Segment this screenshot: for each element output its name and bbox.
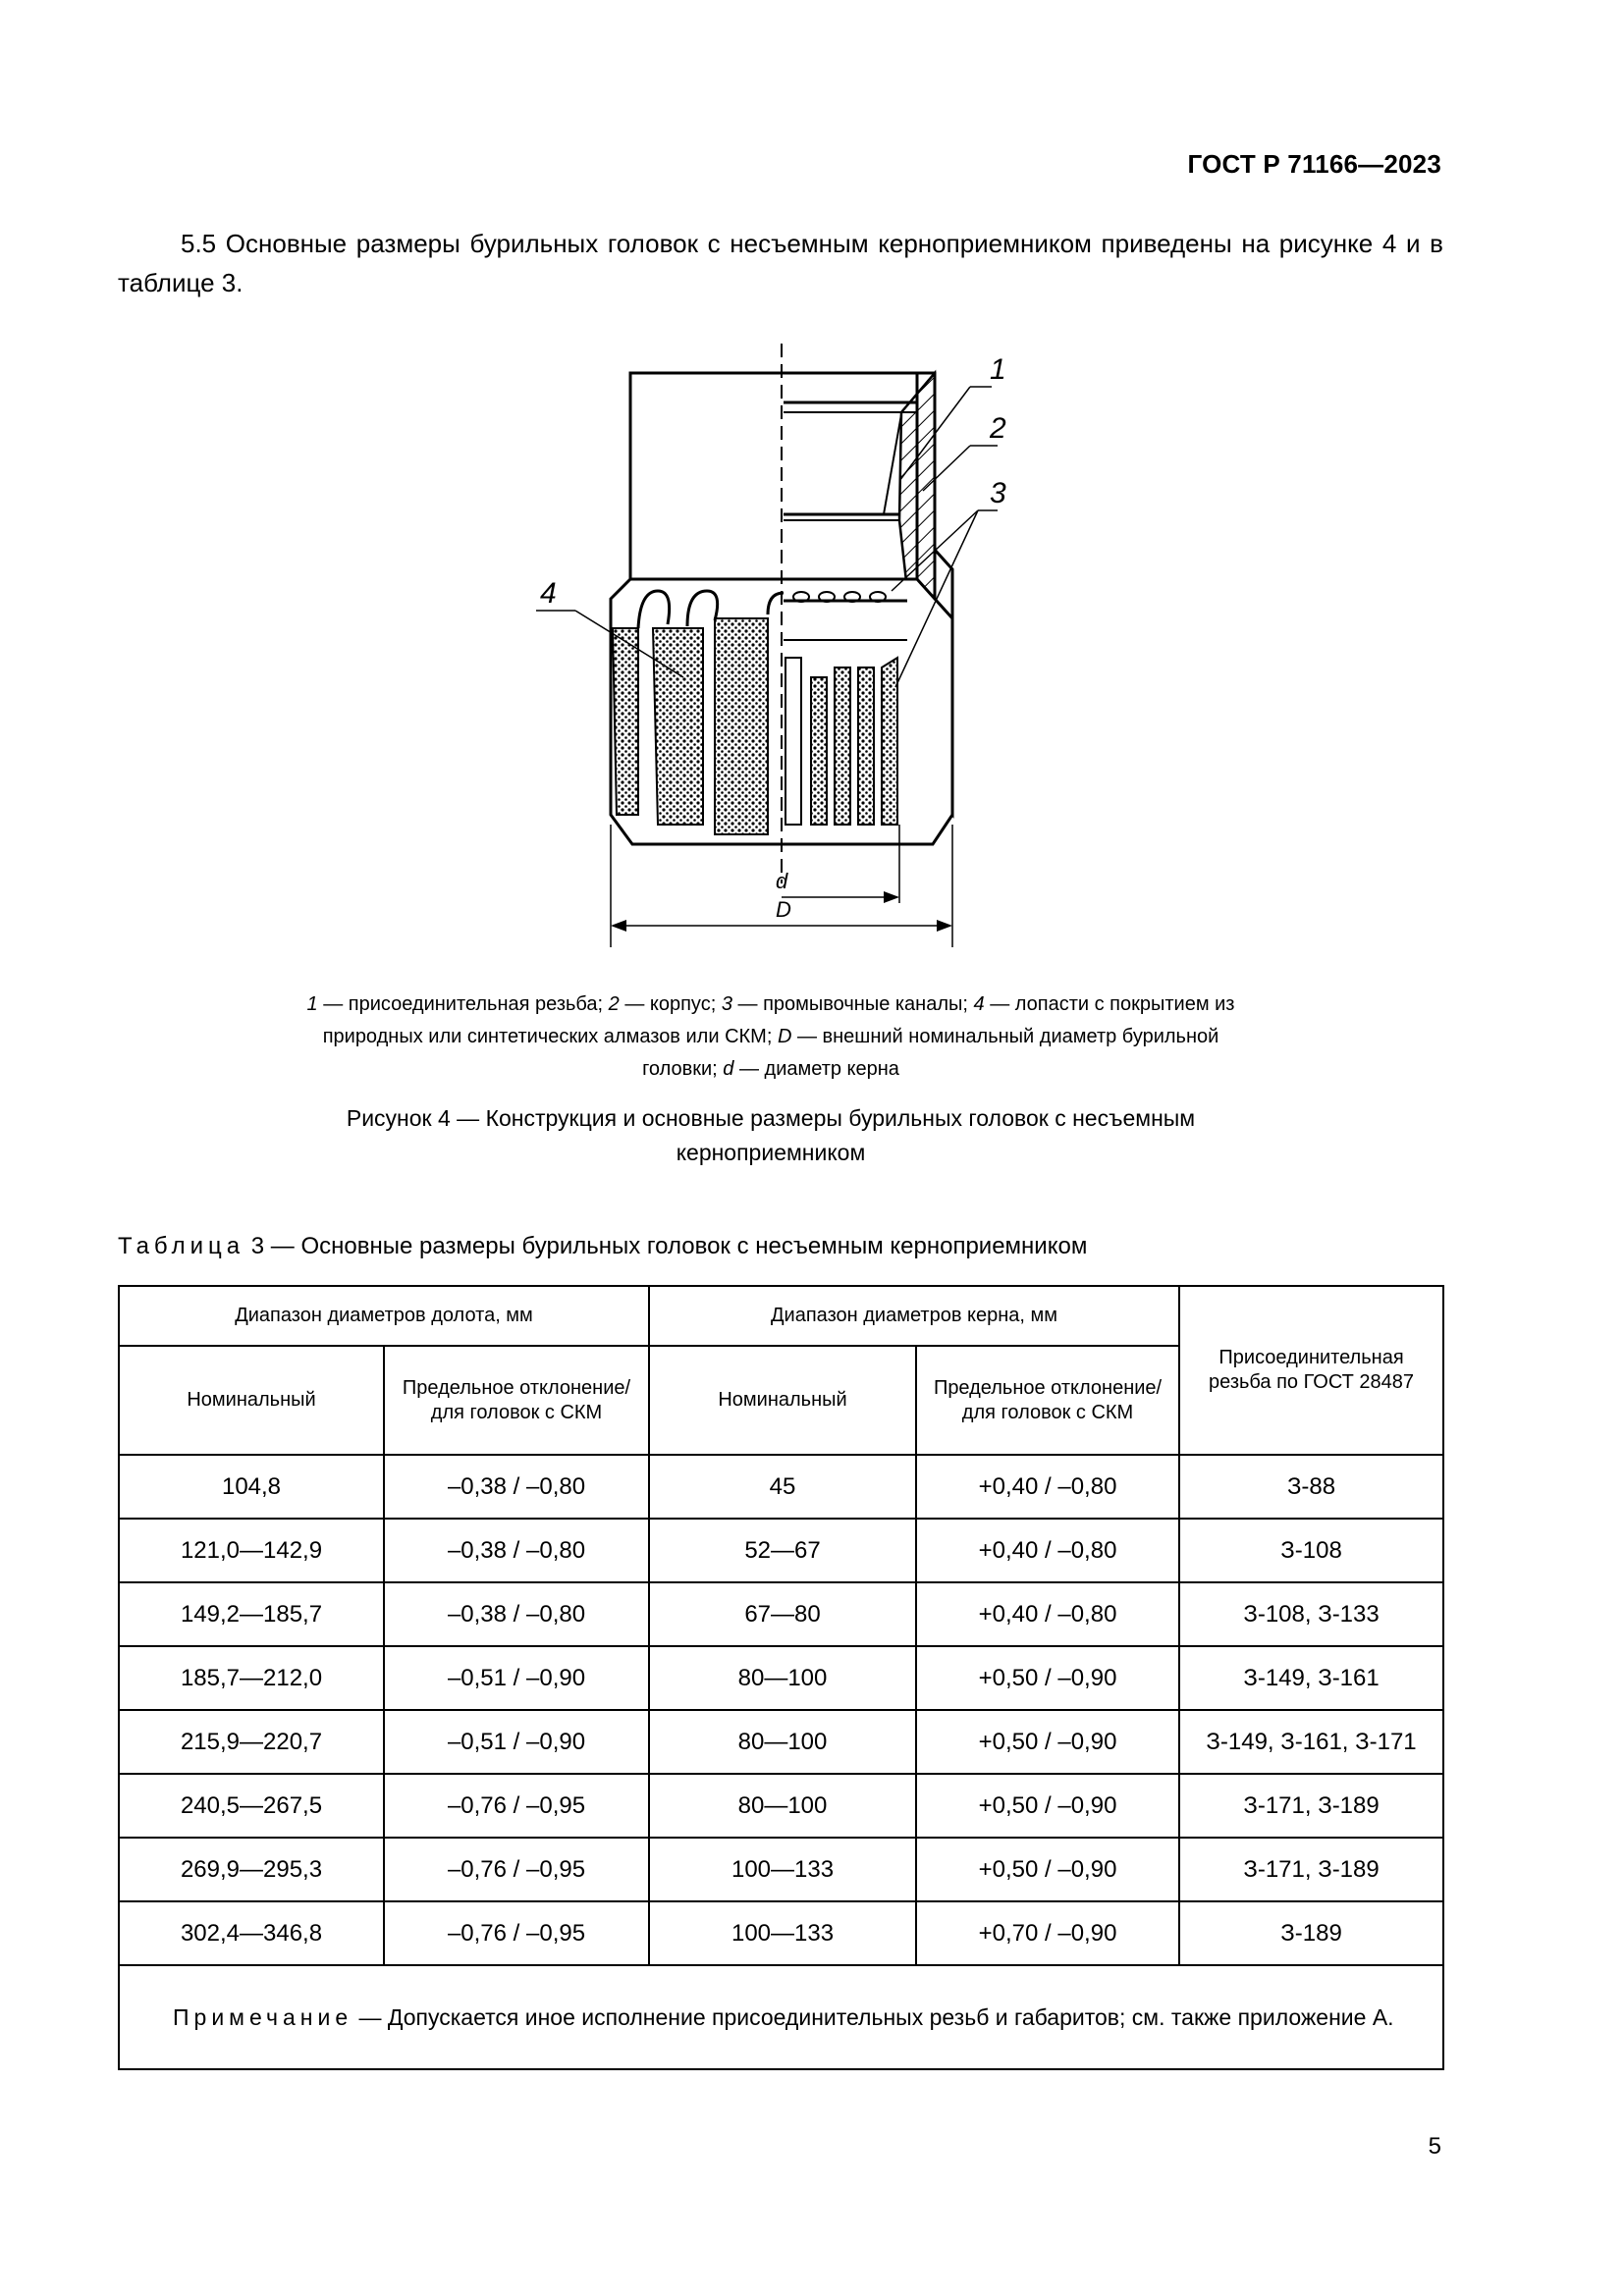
table-row (119, 1646, 1443, 1710)
cell-core-deviation: +0,70 / –0,90 (916, 1901, 1179, 1965)
cell-thread: З-149, З-161, З-171 (1179, 1710, 1443, 1774)
cell-bit-deviation: –0,38 / –0,80 (384, 1582, 649, 1646)
cell-core-nominal: 67—80 (649, 1582, 916, 1646)
legend-text-1: — присоединительная резьба; (317, 993, 609, 1015)
cell-thread: З-108, З-133 (1179, 1582, 1443, 1646)
note-text: — Допускается иное исполнение присоединительных резьб и габаритов; см. также приложение А. (352, 2003, 1394, 2030)
dim-d-label: d (776, 869, 788, 893)
table-row (119, 1710, 1443, 1774)
cell-core-deviation: +0,40 / –0,80 (916, 1455, 1179, 1519)
cell-bit-nominal: 302,4—346,8 (119, 1901, 384, 1965)
cell-core-nominal: 100—133 (649, 1901, 916, 1965)
cell-core-deviation: +0,50 / –0,90 (916, 1838, 1179, 1901)
page-number: 5 (1428, 2133, 1441, 2160)
cell-core-deviation: +0,40 / –0,80 (916, 1519, 1179, 1582)
cell-core-nominal: 45 (649, 1455, 916, 1519)
header-core-range: Диапазон диаметров керна, мм (649, 1286, 1179, 1346)
cell-bit-nominal: 104,8 (119, 1455, 384, 1519)
cell-bit-nominal: 121,0—142,9 (119, 1519, 384, 1582)
cell-bit-deviation: –0,38 / –0,80 (384, 1519, 649, 1582)
header-thread: Присоединительная резьба по ГОСТ 28487 (1179, 1286, 1443, 1455)
header-bit-range: Диапазон диаметров долота, мм (119, 1286, 649, 1346)
cell-bit-deviation: –0,51 / –0,90 (384, 1646, 649, 1710)
cell-core-nominal: 100—133 (649, 1838, 916, 1901)
cell-core-deviation: +0,50 / –0,90 (916, 1646, 1179, 1710)
header-bit-deviation: Предельное отклонение/для головок с СКМ (384, 1346, 649, 1455)
cell-core-nominal: 52—67 (649, 1519, 916, 1582)
cell-bit-deviation: –0,76 / –0,95 (384, 1901, 649, 1965)
intro-paragraph: 5.5 Основные размеры бурильных головок с несъемным керноприемником приведены на рисунке 4 и в таблице 3. (118, 229, 1443, 297)
cell-core-deviation: +0,50 / –0,90 (916, 1774, 1179, 1838)
cell-thread: З-108 (1179, 1519, 1443, 1582)
cell-bit-nominal: 215,9—220,7 (119, 1710, 384, 1774)
cell-bit-deviation: –0,76 / –0,95 (384, 1774, 649, 1838)
legend-sym-D: D (777, 1026, 792, 1047)
cell-core-nominal: 80—100 (649, 1646, 916, 1710)
callout-1: 1 (990, 353, 1006, 386)
header-core-nominal: Номинальный (649, 1346, 916, 1455)
cell-bit-nominal: 149,2—185,7 (119, 1582, 384, 1646)
callout-4: 4 (540, 577, 557, 610)
header-core-deviation: Предельное отклонение/для головок с СКМ (916, 1346, 1179, 1455)
legend-num-3: 3 (721, 993, 732, 1015)
cell-thread: З-88 (1179, 1455, 1443, 1519)
cell-core-deviation: +0,50 / –0,90 (916, 1710, 1179, 1774)
cell-bit-nominal: 269,9—295,3 (119, 1838, 384, 1901)
figure-4-drawing (511, 334, 1100, 962)
cell-core-nominal: 80—100 (649, 1710, 916, 1774)
legend-text-4: — лопасти с покрытием из природных или синтетических алмазов или СКМ; (322, 993, 1235, 1047)
cell-bit-deviation: –0,76 / –0,95 (384, 1838, 649, 1901)
callout-2: 2 (990, 412, 1006, 445)
table-title-prefix: Таблица (118, 1233, 245, 1259)
dimensions-table (118, 1285, 1444, 2070)
cell-bit-nominal: 185,7—212,0 (119, 1646, 384, 1710)
table-title (118, 1233, 1492, 1260)
header-bit-nominal: Номинальный (119, 1346, 384, 1455)
cell-core-nominal: 80—100 (649, 1774, 916, 1838)
legend-text-3: — промывочные каналы; (731, 993, 974, 1015)
callout-3: 3 (990, 477, 1006, 509)
table-row (119, 1455, 1443, 1519)
table-note (119, 1965, 1443, 2069)
dim-D-label: D (776, 897, 791, 922)
table-row (119, 1838, 1443, 1901)
table-row (119, 1901, 1443, 1965)
legend-num-2: 2 (608, 993, 620, 1015)
table-title-text: 3 — Основные размеры бурильных головок с несъемным керноприемником (244, 1233, 1088, 1259)
figure-legend (295, 988, 1247, 1086)
shank (630, 373, 917, 595)
legend-num-1: 1 (306, 993, 318, 1015)
legend-num-4: 4 (973, 993, 985, 1015)
cell-bit-deviation: –0,38 / –0,80 (384, 1455, 649, 1519)
legend-text-D: — внешний номинальный диаметр бурильной головки; (642, 1026, 1219, 1080)
note-label: Примечание (173, 2003, 353, 2030)
cell-bit-nominal: 240,5—267,5 (119, 1774, 384, 1838)
cell-bit-deviation: –0,51 / –0,90 (384, 1710, 649, 1774)
table-row (119, 1582, 1443, 1646)
standard-code: ГОСТ Р 71166—2023 (1187, 149, 1441, 179)
cell-core-deviation: +0,40 / –0,80 (916, 1582, 1179, 1646)
table-row (119, 1519, 1443, 1582)
legend-text-d: — диаметр керна (733, 1058, 899, 1080)
legend-text-2: — корпус; (619, 993, 722, 1015)
legend-sym-d: d (723, 1058, 734, 1080)
cell-thread: З-171, З-189 (1179, 1774, 1443, 1838)
figure-caption: Рисунок 4 — Конструкция и основные размеры бурильных головок с несъемным керноприемником (346, 1105, 1196, 1165)
cell-thread: З-171, З-189 (1179, 1838, 1443, 1901)
cell-thread: З-189 (1179, 1901, 1443, 1965)
cell-thread: З-149, З-161 (1179, 1646, 1443, 1710)
table-row (119, 1774, 1443, 1838)
